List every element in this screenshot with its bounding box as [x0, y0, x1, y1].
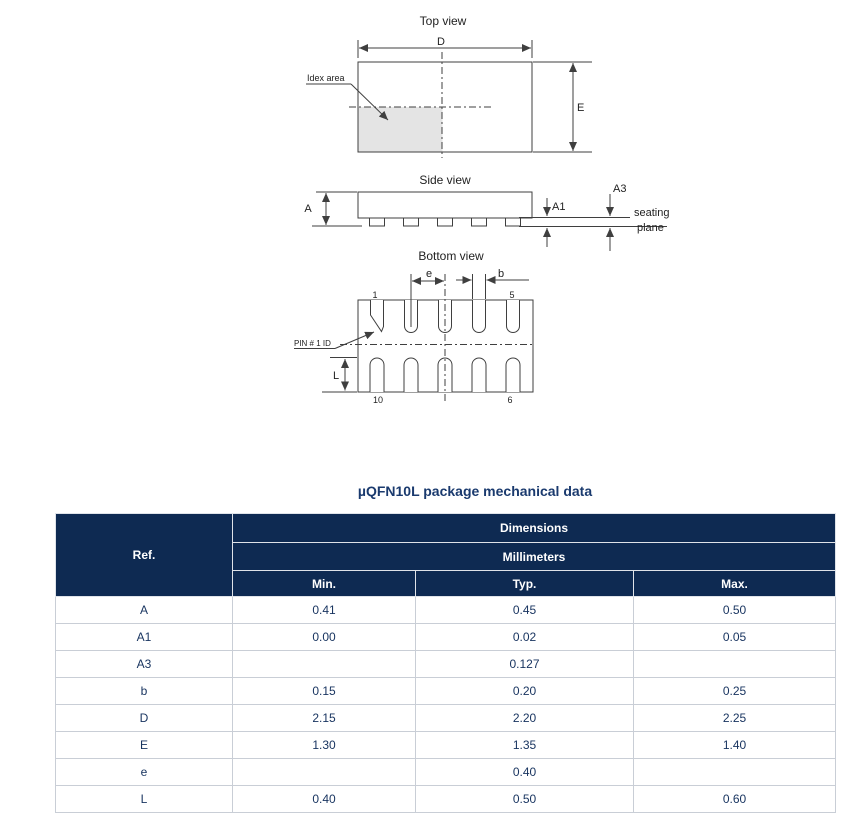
cell-ref: A — [56, 597, 233, 624]
side-pad — [506, 218, 521, 226]
cell-typ: 0.45 — [416, 597, 634, 624]
header-ref: Ref. — [56, 514, 233, 597]
cell-max — [634, 759, 836, 786]
cell-max: 0.25 — [634, 678, 836, 705]
table-row — [56, 705, 836, 732]
table-row — [56, 678, 836, 705]
cell-ref: E — [56, 732, 233, 759]
cell-ref: A1 — [56, 624, 233, 651]
cell-ref: b — [56, 678, 233, 705]
side-pad — [404, 218, 419, 226]
l-dimension-label: L — [332, 370, 340, 382]
cell-max: 0.60 — [634, 786, 836, 813]
pin10-slot — [370, 358, 384, 392]
pin7-slot — [472, 358, 486, 392]
cell-min: 2.15 — [233, 705, 416, 732]
pin-number-6: 6 — [507, 395, 513, 405]
cell-typ: 0.20 — [416, 678, 634, 705]
side-pad — [472, 218, 487, 226]
table-title: µQFN10L package mechanical data — [357, 483, 593, 499]
bottom-view-title: Bottom view — [418, 249, 484, 263]
cell-typ: 0.127 — [416, 651, 634, 678]
cell-min: 0.15 — [233, 678, 416, 705]
header-typ: Typ. — [416, 571, 634, 597]
cell-max: 1.40 — [634, 732, 836, 759]
cell-min: 1.30 — [233, 732, 416, 759]
table-row — [56, 597, 836, 624]
side-view-body-outline — [358, 192, 532, 218]
table-row — [56, 786, 836, 813]
side-view — [304, 173, 669, 251]
cell-max: 0.05 — [634, 624, 836, 651]
header-min: Min. — [233, 571, 416, 597]
mechanical-data-table — [55, 513, 836, 813]
cell-typ: 0.02 — [416, 624, 634, 651]
pin1-id-label: PIN # 1 ID — [294, 339, 331, 348]
pin4-slot — [473, 300, 486, 333]
side-pad — [438, 218, 453, 226]
header-millimeters: Millimeters — [233, 543, 836, 571]
header-dimensions: Dimensions — [233, 514, 836, 543]
pin-number-1: 1 — [372, 290, 378, 300]
cell-min — [233, 651, 416, 678]
cell-min — [233, 759, 416, 786]
pin6-slot — [506, 358, 520, 392]
a1-dimension-label: A1 — [552, 201, 566, 213]
d-dimension-label: D — [437, 36, 445, 48]
cell-ref: e — [56, 759, 233, 786]
e-dimension-label: E — [577, 102, 585, 114]
cell-max — [634, 651, 836, 678]
pad-width-dimension-label: b — [497, 268, 505, 280]
top-view-title: Top view — [419, 14, 467, 28]
header-max: Max. — [634, 571, 836, 597]
cell-max: 2.25 — [634, 705, 836, 732]
pin-number-5: 5 — [509, 290, 515, 300]
cell-typ: 1.35 — [416, 732, 634, 759]
cell-ref: A3 — [56, 651, 233, 678]
cell-typ: 0.50 — [416, 786, 634, 813]
cell-min: 0.00 — [233, 624, 416, 651]
side-view-title: Side view — [419, 173, 471, 187]
index-area-label: Idex area — [307, 73, 345, 83]
cell-typ: 2.20 — [416, 705, 634, 732]
pin-number-10: 10 — [372, 395, 384, 405]
cell-max: 0.50 — [634, 597, 836, 624]
table-row — [56, 624, 836, 651]
pitch-dimension-label: e — [425, 268, 433, 280]
cell-min: 0.41 — [233, 597, 416, 624]
cell-min: 0.40 — [233, 786, 416, 813]
table-row — [56, 732, 836, 759]
seating-plane-label-1: seating — [634, 207, 670, 219]
a3-dimension-label: A3 — [613, 183, 627, 195]
seating-plane-label-2: plane — [637, 222, 664, 234]
bottom-view — [294, 249, 533, 405]
index-area-shade — [359, 107, 443, 152]
side-pad — [370, 218, 385, 226]
cell-typ: 0.40 — [416, 759, 634, 786]
pin9-slot — [404, 358, 418, 392]
a-dimension-label: A — [304, 203, 312, 215]
top-view — [306, 14, 592, 158]
cell-ref: L — [56, 786, 233, 813]
table-row — [56, 651, 836, 678]
pin5-slot — [507, 300, 520, 333]
table-row — [56, 759, 836, 786]
cell-ref: D — [56, 705, 233, 732]
